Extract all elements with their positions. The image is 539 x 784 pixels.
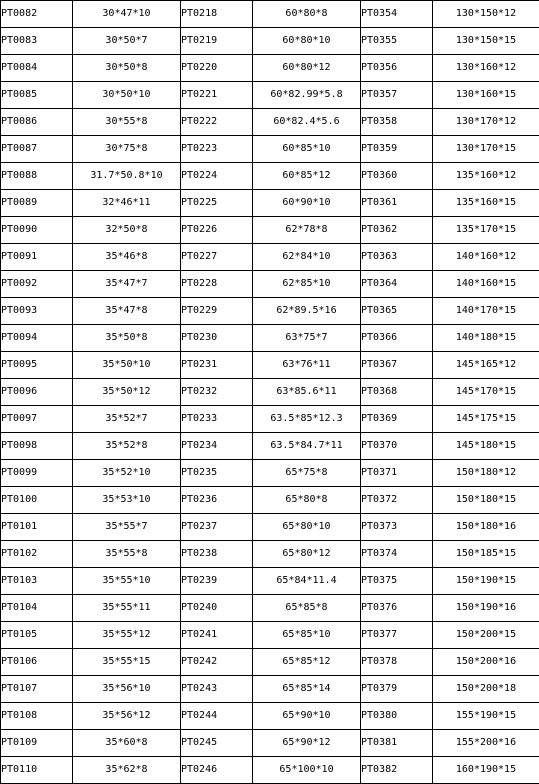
dimension-cell: 30*47*10 xyxy=(73,1,181,28)
part-code-cell: PT0359 xyxy=(361,136,433,163)
dimension-cell: 65*85*12 xyxy=(253,649,361,676)
part-code-cell: PT0221 xyxy=(181,82,253,109)
dimension-cell: 60*90*10 xyxy=(253,190,361,217)
part-code-cell: PT0098 xyxy=(1,433,73,460)
part-code-cell: PT0223 xyxy=(181,136,253,163)
part-code-cell: PT0375 xyxy=(361,568,433,595)
table-row xyxy=(1,460,539,487)
part-code-cell: PT0241 xyxy=(181,622,253,649)
part-code-cell: PT0110 xyxy=(1,757,73,784)
part-code-cell: PT0089 xyxy=(1,190,73,217)
dimension-cell: 35*60*8 xyxy=(73,730,181,757)
dimension-cell: 160*190*15 xyxy=(433,757,539,784)
table-row xyxy=(1,433,539,460)
part-code-cell: PT0381 xyxy=(361,730,433,757)
table-row xyxy=(1,190,539,217)
part-code-cell: PT0354 xyxy=(361,1,433,28)
dimension-cell: 65*100*10 xyxy=(253,757,361,784)
dimension-cell: 31.7*50.8*10 xyxy=(73,163,181,190)
dimension-cell: 150*200*15 xyxy=(433,622,539,649)
dimension-cell: 60*82.4*5.6 xyxy=(253,109,361,136)
part-code-cell: PT0102 xyxy=(1,541,73,568)
part-code-cell: PT0106 xyxy=(1,649,73,676)
part-code-cell: PT0367 xyxy=(361,352,433,379)
part-code-cell: PT0377 xyxy=(361,622,433,649)
dimension-cell: 35*53*10 xyxy=(73,487,181,514)
part-code-cell: PT0218 xyxy=(181,1,253,28)
part-code-cell: PT0362 xyxy=(361,217,433,244)
part-code-cell: PT0246 xyxy=(181,757,253,784)
part-code-cell: PT0088 xyxy=(1,163,73,190)
part-code-cell: PT0363 xyxy=(361,244,433,271)
part-code-cell: PT0232 xyxy=(181,379,253,406)
part-code-cell: PT0373 xyxy=(361,514,433,541)
dimension-cell: 35*56*12 xyxy=(73,703,181,730)
table-row xyxy=(1,622,539,649)
dimension-cell: 65*75*8 xyxy=(253,460,361,487)
dimension-cell: 150*180*12 xyxy=(433,460,539,487)
part-code-cell: PT0099 xyxy=(1,460,73,487)
dimension-cell: 130*160*12 xyxy=(433,55,539,82)
table-row xyxy=(1,271,539,298)
part-code-cell: PT0229 xyxy=(181,298,253,325)
table-row xyxy=(1,406,539,433)
table-row xyxy=(1,541,539,568)
dimension-cell: 65*80*10 xyxy=(253,514,361,541)
part-code-cell: PT0370 xyxy=(361,433,433,460)
part-code-cell: PT0100 xyxy=(1,487,73,514)
dimension-cell: 30*55*8 xyxy=(73,109,181,136)
dimension-cell: 63.5*85*12.3 xyxy=(253,406,361,433)
table-row xyxy=(1,55,539,82)
dimension-cell: 155*190*15 xyxy=(433,703,539,730)
table-row xyxy=(1,379,539,406)
dimension-cell: 35*55*8 xyxy=(73,541,181,568)
dimension-cell: 35*50*8 xyxy=(73,325,181,352)
part-code-cell: PT0245 xyxy=(181,730,253,757)
part-code-cell: PT0355 xyxy=(361,28,433,55)
part-code-cell: PT0107 xyxy=(1,676,73,703)
dimension-cell: 130*170*12 xyxy=(433,109,539,136)
table-row xyxy=(1,676,539,703)
part-code-cell: PT0219 xyxy=(181,28,253,55)
dimension-cell: 155*200*16 xyxy=(433,730,539,757)
part-code-cell: PT0369 xyxy=(361,406,433,433)
table-row xyxy=(1,703,539,730)
table-row xyxy=(1,595,539,622)
part-code-cell: PT0371 xyxy=(361,460,433,487)
part-code-cell: PT0233 xyxy=(181,406,253,433)
part-code-cell: PT0244 xyxy=(181,703,253,730)
part-code-cell: PT0240 xyxy=(181,595,253,622)
part-code-cell: PT0236 xyxy=(181,487,253,514)
part-code-cell: PT0227 xyxy=(181,244,253,271)
table-row xyxy=(1,217,539,244)
dimension-cell: 32*50*8 xyxy=(73,217,181,244)
dimension-cell: 35*55*15 xyxy=(73,649,181,676)
part-code-cell: PT0374 xyxy=(361,541,433,568)
dimension-cell: 140*180*15 xyxy=(433,325,539,352)
part-code-cell: PT0109 xyxy=(1,730,73,757)
dimension-cell: 35*62*8 xyxy=(73,757,181,784)
part-code-cell: PT0360 xyxy=(361,163,433,190)
part-code-cell: PT0231 xyxy=(181,352,253,379)
dimension-cell: 150*180*16 xyxy=(433,514,539,541)
part-code-cell: PT0225 xyxy=(181,190,253,217)
dimension-cell: 30*50*8 xyxy=(73,55,181,82)
part-code-cell: PT0364 xyxy=(361,271,433,298)
part-code-cell: PT0380 xyxy=(361,703,433,730)
dimension-cell: 65*80*12 xyxy=(253,541,361,568)
dimension-cell: 63.5*84.7*11 xyxy=(253,433,361,460)
table-row xyxy=(1,649,539,676)
part-code-cell: PT0220 xyxy=(181,55,253,82)
dimension-cell: 145*170*15 xyxy=(433,379,539,406)
part-code-cell: PT0239 xyxy=(181,568,253,595)
dimension-cell: 130*170*15 xyxy=(433,136,539,163)
table-row xyxy=(1,136,539,163)
part-code-cell: PT0365 xyxy=(361,298,433,325)
part-code-cell: PT0103 xyxy=(1,568,73,595)
dimension-cell: 35*47*8 xyxy=(73,298,181,325)
part-code-cell: PT0226 xyxy=(181,217,253,244)
dimension-cell: 150*200*18 xyxy=(433,676,539,703)
dimension-cell: 60*85*12 xyxy=(253,163,361,190)
table-row xyxy=(1,487,539,514)
dimension-cell: 145*175*15 xyxy=(433,406,539,433)
dimension-cell: 63*76*11 xyxy=(253,352,361,379)
dimension-cell: 62*89.5*16 xyxy=(253,298,361,325)
dimension-cell: 140*170*15 xyxy=(433,298,539,325)
part-code-cell: PT0104 xyxy=(1,595,73,622)
dimension-cell: 135*170*15 xyxy=(433,217,539,244)
part-code-cell: PT0086 xyxy=(1,109,73,136)
dimension-cell: 62*78*8 xyxy=(253,217,361,244)
part-code-cell: PT0085 xyxy=(1,82,73,109)
part-code-cell: PT0358 xyxy=(361,109,433,136)
part-code-cell: PT0382 xyxy=(361,757,433,784)
dimension-cell: 140*160*15 xyxy=(433,271,539,298)
part-code-cell: PT0366 xyxy=(361,325,433,352)
dimension-cell: 130*150*12 xyxy=(433,1,539,28)
part-code-cell: PT0368 xyxy=(361,379,433,406)
dimension-cell: 35*55*7 xyxy=(73,514,181,541)
dimension-cell: 150*190*15 xyxy=(433,568,539,595)
dimension-cell: 135*160*15 xyxy=(433,190,539,217)
part-code-cell: PT0242 xyxy=(181,649,253,676)
dimension-cell: 140*160*12 xyxy=(433,244,539,271)
dimension-cell: 60*80*8 xyxy=(253,1,361,28)
part-code-cell: PT0097 xyxy=(1,406,73,433)
dimension-cell: 150*200*16 xyxy=(433,649,539,676)
dimension-cell: 35*46*8 xyxy=(73,244,181,271)
table-row xyxy=(1,352,539,379)
dimension-cell: 150*180*15 xyxy=(433,487,539,514)
part-code-cell: PT0108 xyxy=(1,703,73,730)
part-code-cell: PT0235 xyxy=(181,460,253,487)
part-code-cell: PT0095 xyxy=(1,352,73,379)
table-row xyxy=(1,244,539,271)
dimension-cell: 35*56*10 xyxy=(73,676,181,703)
dimension-cell: 65*85*14 xyxy=(253,676,361,703)
dimension-cell: 130*150*15 xyxy=(433,28,539,55)
dimension-cell: 63*85.6*11 xyxy=(253,379,361,406)
part-code-cell: PT0228 xyxy=(181,271,253,298)
dimension-cell: 32*46*11 xyxy=(73,190,181,217)
table-row xyxy=(1,514,539,541)
dimension-cell: 35*50*12 xyxy=(73,379,181,406)
part-code-cell: PT0234 xyxy=(181,433,253,460)
table-row xyxy=(1,325,539,352)
dimension-cell: 130*160*15 xyxy=(433,82,539,109)
part-code-cell: PT0101 xyxy=(1,514,73,541)
table-row xyxy=(1,28,539,55)
table-row xyxy=(1,757,539,784)
part-code-cell: PT0361 xyxy=(361,190,433,217)
dimension-cell: 145*165*12 xyxy=(433,352,539,379)
dimension-cell: 65*85*10 xyxy=(253,622,361,649)
dimension-cell: 60*82.99*5.8 xyxy=(253,82,361,109)
part-code-cell: PT0094 xyxy=(1,325,73,352)
dimension-cell: 35*55*12 xyxy=(73,622,181,649)
dimension-cell: 65*80*8 xyxy=(253,487,361,514)
dimension-cell: 35*52*7 xyxy=(73,406,181,433)
dimension-cell: 60*80*10 xyxy=(253,28,361,55)
part-code-cell: PT0356 xyxy=(361,55,433,82)
part-code-cell: PT0084 xyxy=(1,55,73,82)
part-code-cell: PT0378 xyxy=(361,649,433,676)
part-code-cell: PT0096 xyxy=(1,379,73,406)
part-code-cell: PT0237 xyxy=(181,514,253,541)
part-code-cell: PT0093 xyxy=(1,298,73,325)
dimension-cell: 150*190*16 xyxy=(433,595,539,622)
part-code-cell: PT0222 xyxy=(181,109,253,136)
part-code-cell: PT0083 xyxy=(1,28,73,55)
dimension-cell: 62*85*10 xyxy=(253,271,361,298)
dimension-cell: 135*160*12 xyxy=(433,163,539,190)
part-code-cell: PT0105 xyxy=(1,622,73,649)
part-code-cell: PT0087 xyxy=(1,136,73,163)
dimension-cell: 65*84*11.4 xyxy=(253,568,361,595)
table-row xyxy=(1,568,539,595)
part-code-cell: PT0372 xyxy=(361,487,433,514)
dimension-cell: 35*55*11 xyxy=(73,595,181,622)
dimension-cell: 65*90*12 xyxy=(253,730,361,757)
dimension-cell: 35*52*10 xyxy=(73,460,181,487)
part-code-cell: PT0082 xyxy=(1,1,73,28)
part-code-cell: PT0243 xyxy=(181,676,253,703)
part-code-cell: PT0224 xyxy=(181,163,253,190)
part-code-cell: PT0376 xyxy=(361,595,433,622)
part-code-cell: PT0091 xyxy=(1,244,73,271)
dimension-cell: 60*85*10 xyxy=(253,136,361,163)
dimension-cell: 35*47*7 xyxy=(73,271,181,298)
dimension-cell: 60*80*12 xyxy=(253,55,361,82)
dimension-cell: 62*84*10 xyxy=(253,244,361,271)
table-row xyxy=(1,109,539,136)
table-body xyxy=(1,1,539,784)
dimension-cell: 63*75*7 xyxy=(253,325,361,352)
table-row xyxy=(1,163,539,190)
part-code-cell: PT0238 xyxy=(181,541,253,568)
dimension-cell: 145*180*15 xyxy=(433,433,539,460)
dimension-cell: 35*55*10 xyxy=(73,568,181,595)
dimension-cell: 30*75*8 xyxy=(73,136,181,163)
table-row xyxy=(1,730,539,757)
table-row xyxy=(1,298,539,325)
dimension-cell: 65*90*10 xyxy=(253,703,361,730)
part-code-cell: PT0090 xyxy=(1,217,73,244)
dimension-cell: 30*50*10 xyxy=(73,82,181,109)
table-row xyxy=(1,1,539,28)
part-code-cell: PT0379 xyxy=(361,676,433,703)
table-row xyxy=(1,82,539,109)
dimension-cell: 35*50*10 xyxy=(73,352,181,379)
dimension-cell: 150*185*15 xyxy=(433,541,539,568)
dimension-cell: 65*85*8 xyxy=(253,595,361,622)
part-code-cell: PT0230 xyxy=(181,325,253,352)
part-code-cell: PT0357 xyxy=(361,82,433,109)
dimension-cell: 35*52*8 xyxy=(73,433,181,460)
dimension-cell: 30*50*7 xyxy=(73,28,181,55)
part-code-cell: PT0092 xyxy=(1,271,73,298)
